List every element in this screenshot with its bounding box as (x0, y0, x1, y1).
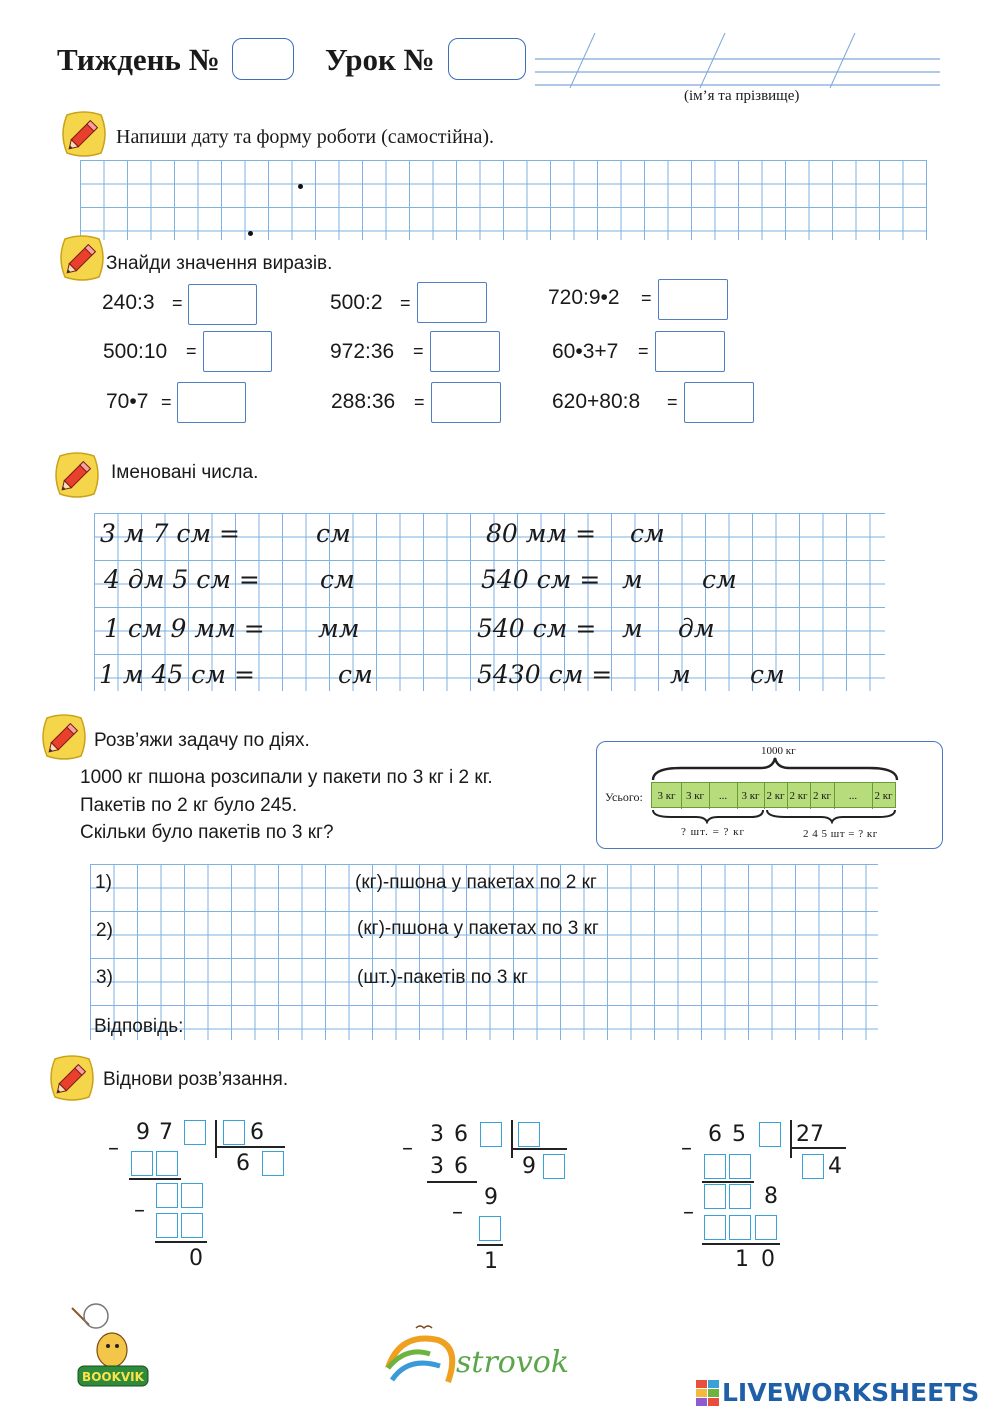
pencil-icon (59, 109, 109, 159)
problem-line: Пакетів по 2 кг було 245. (80, 795, 298, 816)
conversion-expr: 1 м 45 см = (99, 660, 255, 689)
lesson-number-input[interactable] (448, 38, 526, 80)
digit-input[interactable] (543, 1154, 565, 1179)
equals-sign: = (413, 341, 424, 361)
equals-sign: = (400, 293, 411, 313)
expression: 288:36 (331, 390, 396, 413)
subtract-line (477, 1244, 503, 1246)
conversion-unit: мм (318, 614, 360, 643)
digit: 1 (484, 1249, 498, 1274)
strip-cell: 3 кг (681, 783, 710, 809)
digit-input[interactable] (223, 1120, 245, 1145)
bookvik-text: BOOKVIK (82, 1370, 144, 1384)
answer-input[interactable] (684, 382, 754, 423)
ostrovok-text: strovok (456, 1345, 570, 1380)
pencil-icon (57, 233, 107, 283)
name-hint: (ім’я та прізвище) (684, 88, 800, 104)
diagram-label: Усього: (605, 790, 643, 804)
digit-input[interactable] (518, 1122, 540, 1147)
liveworksheets-text: LIVEWORKSHEETS (722, 1378, 980, 1407)
dot-mark (248, 231, 253, 236)
conversion-expr: 5430 см = (477, 660, 613, 689)
expression: 972:36 (330, 340, 395, 363)
digit: 6 (454, 1154, 468, 1179)
digit-input[interactable] (156, 1183, 178, 1208)
subtract-line (702, 1181, 754, 1183)
digit: 9 (136, 1120, 150, 1145)
problem-line: Скільки було пакетів по 3 кг? (80, 822, 334, 843)
digit: 5 (732, 1122, 746, 1147)
digit: 0 (189, 1246, 203, 1271)
digit: 8 (764, 1184, 778, 1209)
expression: 620+80:8 (552, 390, 641, 413)
digit-input[interactable] (759, 1122, 781, 1147)
equals-sign: = (641, 288, 652, 308)
digit-input[interactable] (704, 1215, 726, 1240)
conversion-unit: см (320, 565, 355, 594)
digit-input[interactable] (156, 1151, 178, 1176)
right-caption: 2 4 5 шт = ? кг (803, 828, 878, 840)
digit-input[interactable] (802, 1154, 824, 1179)
digit: 6 (250, 1120, 264, 1145)
conversion-unit: м (670, 660, 691, 689)
bookvik-logo (64, 1300, 159, 1395)
digit: 4 (828, 1154, 842, 1179)
part-braces (651, 808, 899, 824)
minus-sign: – (108, 1136, 119, 1161)
strip-cell: ... (834, 783, 873, 809)
diagram-total: 1000 кг (761, 745, 796, 757)
date-grid[interactable] (80, 160, 927, 240)
conversion-unit: см (338, 660, 373, 689)
digit-input[interactable] (479, 1216, 501, 1241)
answer-input[interactable] (203, 331, 272, 372)
digit: 6 (236, 1151, 250, 1176)
digit: 3 (430, 1154, 444, 1179)
equals-sign: = (414, 392, 425, 412)
task2-title: Знайди значення виразів. (106, 253, 333, 274)
step-number: 1) (95, 872, 112, 893)
answer-input[interactable] (177, 382, 246, 423)
total-brace (651, 756, 899, 782)
digit-input[interactable] (704, 1154, 726, 1179)
conversion-unit: м (622, 565, 643, 594)
conversion-unit: см (750, 660, 785, 689)
minus-sign: – (683, 1200, 694, 1225)
digit-input[interactable] (729, 1184, 751, 1209)
subtract-line (702, 1243, 780, 1245)
digit: 6 (454, 1122, 468, 1147)
task1-title: Напиши дату та форму роботи (самостійна). (116, 126, 495, 148)
subtract-line (155, 1241, 207, 1243)
conversion-unit: см (630, 519, 665, 548)
conversion-expr: 540 см = (477, 614, 597, 643)
division-bar (215, 1146, 285, 1148)
strip-cell: ... (709, 783, 738, 809)
task5-title: Віднови розв’язання. (103, 1069, 289, 1090)
digit: 9 (522, 1154, 536, 1179)
digit-input[interactable] (704, 1184, 726, 1209)
pencil-icon (52, 450, 102, 500)
answer-input[interactable] (658, 279, 728, 320)
subtract-line (427, 1181, 477, 1183)
strip-cell: 2 кг (764, 783, 788, 809)
digit: 3 (430, 1122, 444, 1147)
answer-input[interactable] (430, 331, 500, 372)
digit: 0 (761, 1247, 775, 1272)
pencil-icon (39, 712, 89, 762)
conversion-unit: дм (678, 614, 715, 643)
digit-input[interactable] (131, 1151, 153, 1176)
pencil-icon (47, 1053, 97, 1103)
digit: 1 (735, 1247, 749, 1272)
equals-sign: = (186, 341, 197, 361)
digit-input[interactable] (181, 1183, 203, 1208)
digit: 7 (159, 1120, 173, 1145)
step-number: 3) (96, 967, 113, 988)
subtract-line (129, 1178, 181, 1180)
digit: 6 (708, 1122, 722, 1147)
division-bar (790, 1147, 846, 1149)
step-number: 2) (96, 920, 113, 941)
conversion-expr: 4 дм 5 см = (104, 565, 260, 594)
minus-sign: – (134, 1198, 145, 1223)
problem-line: 1000 кг пшона розсипали у пакети по 3 кг і 2 кг. (80, 767, 493, 788)
lw-squares-icon (696, 1380, 720, 1406)
digit: 27 (796, 1122, 824, 1147)
digit-input[interactable] (729, 1215, 751, 1240)
name-writing-lines[interactable] (530, 30, 942, 90)
digit-input[interactable] (184, 1120, 206, 1145)
left-caption: ? шт. = ? кг (681, 826, 746, 838)
week-number-input[interactable] (232, 38, 294, 80)
conversion-unit: см (316, 519, 351, 548)
expression: 70•7 (106, 390, 149, 413)
answer-input[interactable] (655, 331, 725, 372)
strip-cell: 2 кг (874, 790, 893, 802)
digit-input[interactable] (156, 1213, 178, 1238)
division-bar (790, 1120, 792, 1158)
step-text: (шт.)-пакетів по 3 кг (357, 967, 528, 988)
equals-sign: = (638, 341, 649, 361)
strip-cell: 2 кг (787, 783, 811, 809)
conversion-expr: 80 мм = (486, 519, 597, 548)
expression: 720:9•2 (548, 286, 620, 309)
answer-label: Відповідь: (94, 1016, 184, 1037)
strip-cell: 3 кг (737, 783, 765, 809)
strip-cell: 2 кг (810, 783, 835, 809)
division-bar (511, 1120, 513, 1158)
conversion-expr: 1 см 9 мм = (104, 614, 265, 643)
strip-cell: 3 кг (652, 783, 682, 809)
diagram-strip (651, 782, 896, 808)
ostrovok-logo (378, 1310, 598, 1390)
equals-sign: = (161, 392, 172, 412)
conversion-unit: м (622, 614, 643, 643)
conversion-expr: 3 м 7 см = (100, 519, 241, 548)
lesson-label: Урок № (325, 42, 435, 77)
equals-sign: = (667, 392, 678, 412)
answer-input[interactable] (417, 282, 487, 323)
expression: 500:10 (103, 340, 168, 363)
week-label: Тиждень № (57, 42, 220, 77)
step-text: (кг)-пшона у пакетах по 3 кг (357, 918, 599, 939)
equals-sign: = (172, 293, 183, 313)
answer-input[interactable] (431, 382, 501, 423)
minus-sign: – (681, 1136, 692, 1161)
expression: 500:2 (330, 291, 383, 314)
conversion-expr: 540 см = (481, 565, 601, 594)
conversion-unit: см (702, 565, 737, 594)
digit: 9 (484, 1185, 498, 1210)
digit-input[interactable] (181, 1213, 203, 1238)
digit-input[interactable] (755, 1215, 777, 1240)
expression: 240:3 (102, 291, 155, 314)
minus-sign: – (452, 1200, 463, 1225)
division-bar (511, 1148, 567, 1150)
answer-input[interactable] (188, 284, 257, 325)
digit-input[interactable] (262, 1151, 284, 1176)
expression: 60•3+7 (552, 340, 619, 363)
dot-mark (298, 184, 303, 189)
digit-input[interactable] (729, 1154, 751, 1179)
task4-title: Розв’яжи задачу по діях. (94, 730, 310, 751)
digit-input[interactable] (480, 1122, 502, 1147)
division-bar (215, 1120, 217, 1158)
problem-diagram (596, 741, 943, 849)
minus-sign: – (402, 1136, 413, 1161)
step-text: (кг)-пшона у пакетах по 2 кг (355, 872, 597, 893)
task3-title: Іменовані числа. (111, 462, 259, 483)
